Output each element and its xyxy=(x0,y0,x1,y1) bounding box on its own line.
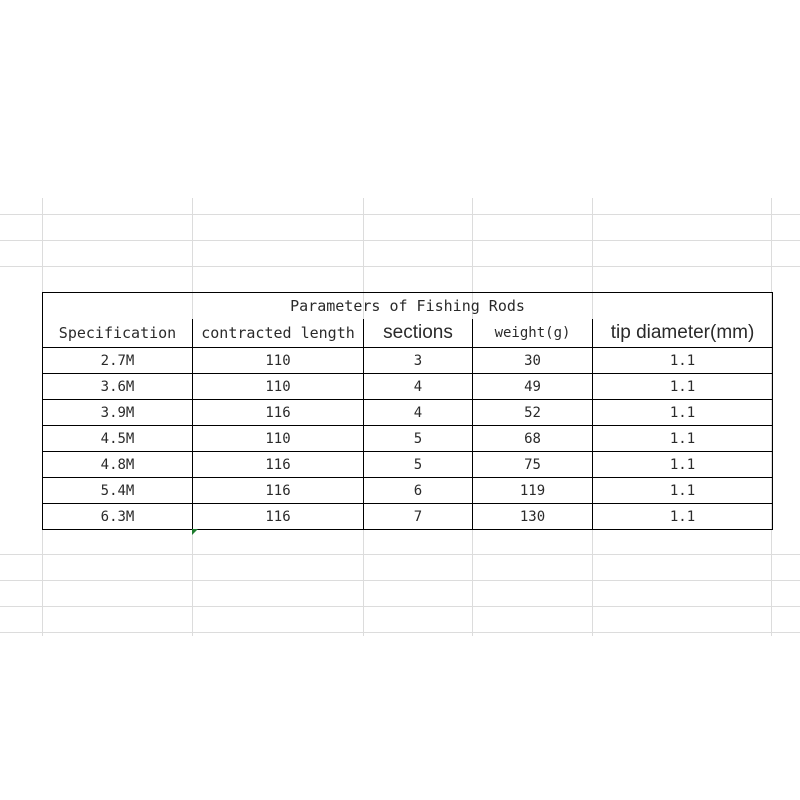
cell-weight[interactable]: 130 xyxy=(473,504,593,530)
table-title[interactable]: Parameters of Fishing Rods xyxy=(43,293,773,320)
cell-tip-diameter[interactable]: 1.1 xyxy=(593,504,773,530)
cell-contracted-length[interactable]: 110 xyxy=(193,348,364,374)
cell-contracted-length[interactable]: 110 xyxy=(193,374,364,400)
cell-weight[interactable]: 52 xyxy=(473,400,593,426)
cell-sections[interactable]: 7 xyxy=(364,504,473,530)
table-row xyxy=(43,478,773,504)
table-title-row xyxy=(43,293,773,320)
cell-specification[interactable]: 4.5M xyxy=(43,426,193,452)
header-sections[interactable]: sections xyxy=(364,319,473,348)
cell-sections[interactable]: 4 xyxy=(364,400,473,426)
cell-sections[interactable]: 5 xyxy=(364,452,473,478)
cell-tip-diameter[interactable]: 1.1 xyxy=(593,452,773,478)
cell-specification[interactable]: 5.4M xyxy=(43,478,193,504)
fishing-rod-parameters-table xyxy=(42,292,773,530)
table-header-row xyxy=(43,319,773,348)
table-row xyxy=(43,426,773,452)
cell-weight[interactable]: 68 xyxy=(473,426,593,452)
cell-sections[interactable]: 3 xyxy=(364,348,473,374)
header-weight[interactable]: weight(g) xyxy=(473,319,593,348)
cell-tip-diameter[interactable]: 1.1 xyxy=(593,374,773,400)
table-row xyxy=(43,504,773,530)
cell-weight[interactable]: 30 xyxy=(473,348,593,374)
cell-tip-diameter[interactable]: 1.1 xyxy=(593,478,773,504)
cell-sections[interactable]: 5 xyxy=(364,426,473,452)
cell-weight[interactable]: 49 xyxy=(473,374,593,400)
header-tip-diameter[interactable]: tip diameter(mm) xyxy=(593,319,773,348)
table-row xyxy=(43,400,773,426)
cell-weight[interactable]: 75 xyxy=(473,452,593,478)
header-specification[interactable]: Specification xyxy=(43,319,193,348)
table-row xyxy=(43,452,773,478)
cell-specification[interactable]: 2.7M xyxy=(43,348,193,374)
cell-contracted-length[interactable]: 116 xyxy=(193,478,364,504)
cell-contracted-length[interactable]: 116 xyxy=(193,452,364,478)
cell-weight[interactable]: 119 xyxy=(473,478,593,504)
cell-contracted-length[interactable]: 116 xyxy=(193,400,364,426)
cell-sections[interactable]: 4 xyxy=(364,374,473,400)
header-contracted-length[interactable]: contracted length xyxy=(193,319,364,348)
cell-specification[interactable]: 3.9M xyxy=(43,400,193,426)
cell-tip-diameter[interactable]: 1.1 xyxy=(593,426,773,452)
cell-tip-diameter[interactable]: 1.1 xyxy=(593,400,773,426)
cell-contracted-length[interactable]: 116 xyxy=(193,504,364,530)
table-row xyxy=(43,374,773,400)
table-row xyxy=(43,348,773,374)
cell-specification[interactable]: 3.6M xyxy=(43,374,193,400)
cell-sections[interactable]: 6 xyxy=(364,478,473,504)
cell-tip-diameter[interactable]: 1.1 xyxy=(593,348,773,374)
cell-specification[interactable]: 6.3M xyxy=(43,504,193,530)
cell-specification[interactable]: 4.8M xyxy=(43,452,193,478)
fill-handle-marker[interactable] xyxy=(192,529,198,535)
cell-contracted-length[interactable]: 110 xyxy=(193,426,364,452)
